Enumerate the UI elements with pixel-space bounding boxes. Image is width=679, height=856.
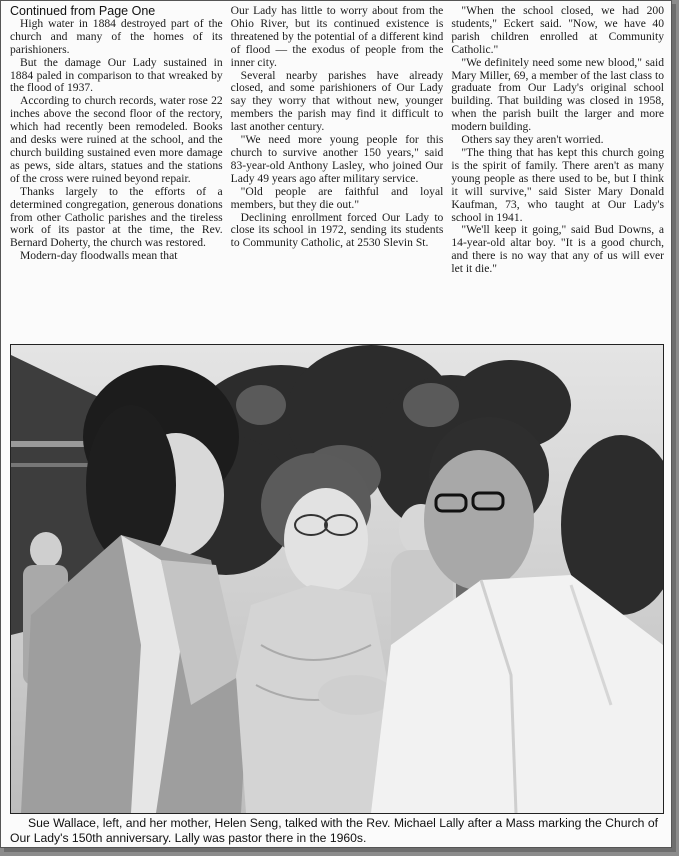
paragraph: "We definitely need some new blood," said Mary Miller, 69, a member of the last class to graduate from Our Lady's original school building. That building was closed in 1958, when the parish built the larger and more modern building. — [451, 55, 665, 134]
article-body — [10, 5, 664, 339]
article-column-1 — [10, 5, 223, 339]
photo-caption: Sue Wallace, left, and her mother, Helen Seng, talked with the Rev. Michael Lally after a Mass marking the Church of Our Lady's 150th anniversary. Lally was pastor there in the 1960s. — [10, 816, 658, 845]
paragraph: According to church records, water rose 22 inches above the second floor of the rectory, which had recently been remodeled. Books and desks were ruined at the school, and the church building sustained even more damage as pews, side altars, statues and the stations of the cross were ruined beyond repair. — [10, 94, 223, 185]
paragraph: Thanks largely to the efforts of a determined congregation, generous donations from other Catholic parishes and the tireless work of its pastor at the time, the Rev. Bernard Doherty, the church was restored. — [10, 184, 223, 250]
paragraph: "We'll keep it going," said Bud Downs, a 14-year-old altar boy. "It is a good church, and there is no way that any of us will ever let it die." — [451, 223, 665, 276]
paragraph: High water in 1884 destroyed part of the church and many of the homes of its parishioners. — [10, 16, 223, 56]
news-photo — [10, 344, 664, 814]
paragraph: Several nearby parishes have already closed, and some parishioners of Our Lady say they worry that without new, younger members the parish may find it difficult to last another century. — [230, 68, 444, 134]
paragraph: "The thing that has kept this church going is the spirit of family. There aren't as many young people as there used to be, but I think it will survive," said Sister Mary Donald Kaufman, 73, who taught at Our Lady's school in 1941. — [451, 145, 665, 224]
article-column-2 — [231, 5, 444, 339]
hands — [318, 675, 394, 715]
paragraph: "When the school closed, we had 200 students," Eckert said. "Now, we have 40 parish children enrolled at Community Catholic." — [451, 5, 665, 56]
paragraph: "Old people are faithful and loyal members, but they die out." — [230, 184, 444, 211]
paragraph: Declining enrollment forced Our Lady to close its school in 1972, sending its students to Community Catholic, at 2530 Slevin St. — [230, 210, 444, 250]
article-column-3 — [451, 5, 664, 339]
paragraph: But the damage Our Lady sustained in 1884 paled in comparison to that wreaked by the flood of 1937. — [10, 55, 223, 95]
paragraph: Our Lady has little to worry about from the Ohio River, but its continued existence is threatened by the potential of a different kind of flood — the exodus of people from the inner city. — [230, 5, 444, 69]
photo-illustration — [11, 345, 663, 813]
paragraph: Modern-day floodwalls mean that — [20, 249, 178, 263]
paragraph: Others say they aren't worried. — [461, 133, 604, 147]
paragraph: "We need more young people for this church to survive another 150 years," said 83-year-old Anthony Lasley, who joined Our Lady 49 years ago after military service. — [230, 133, 444, 185]
continued-kicker: Continued from Page One — [10, 5, 156, 18]
